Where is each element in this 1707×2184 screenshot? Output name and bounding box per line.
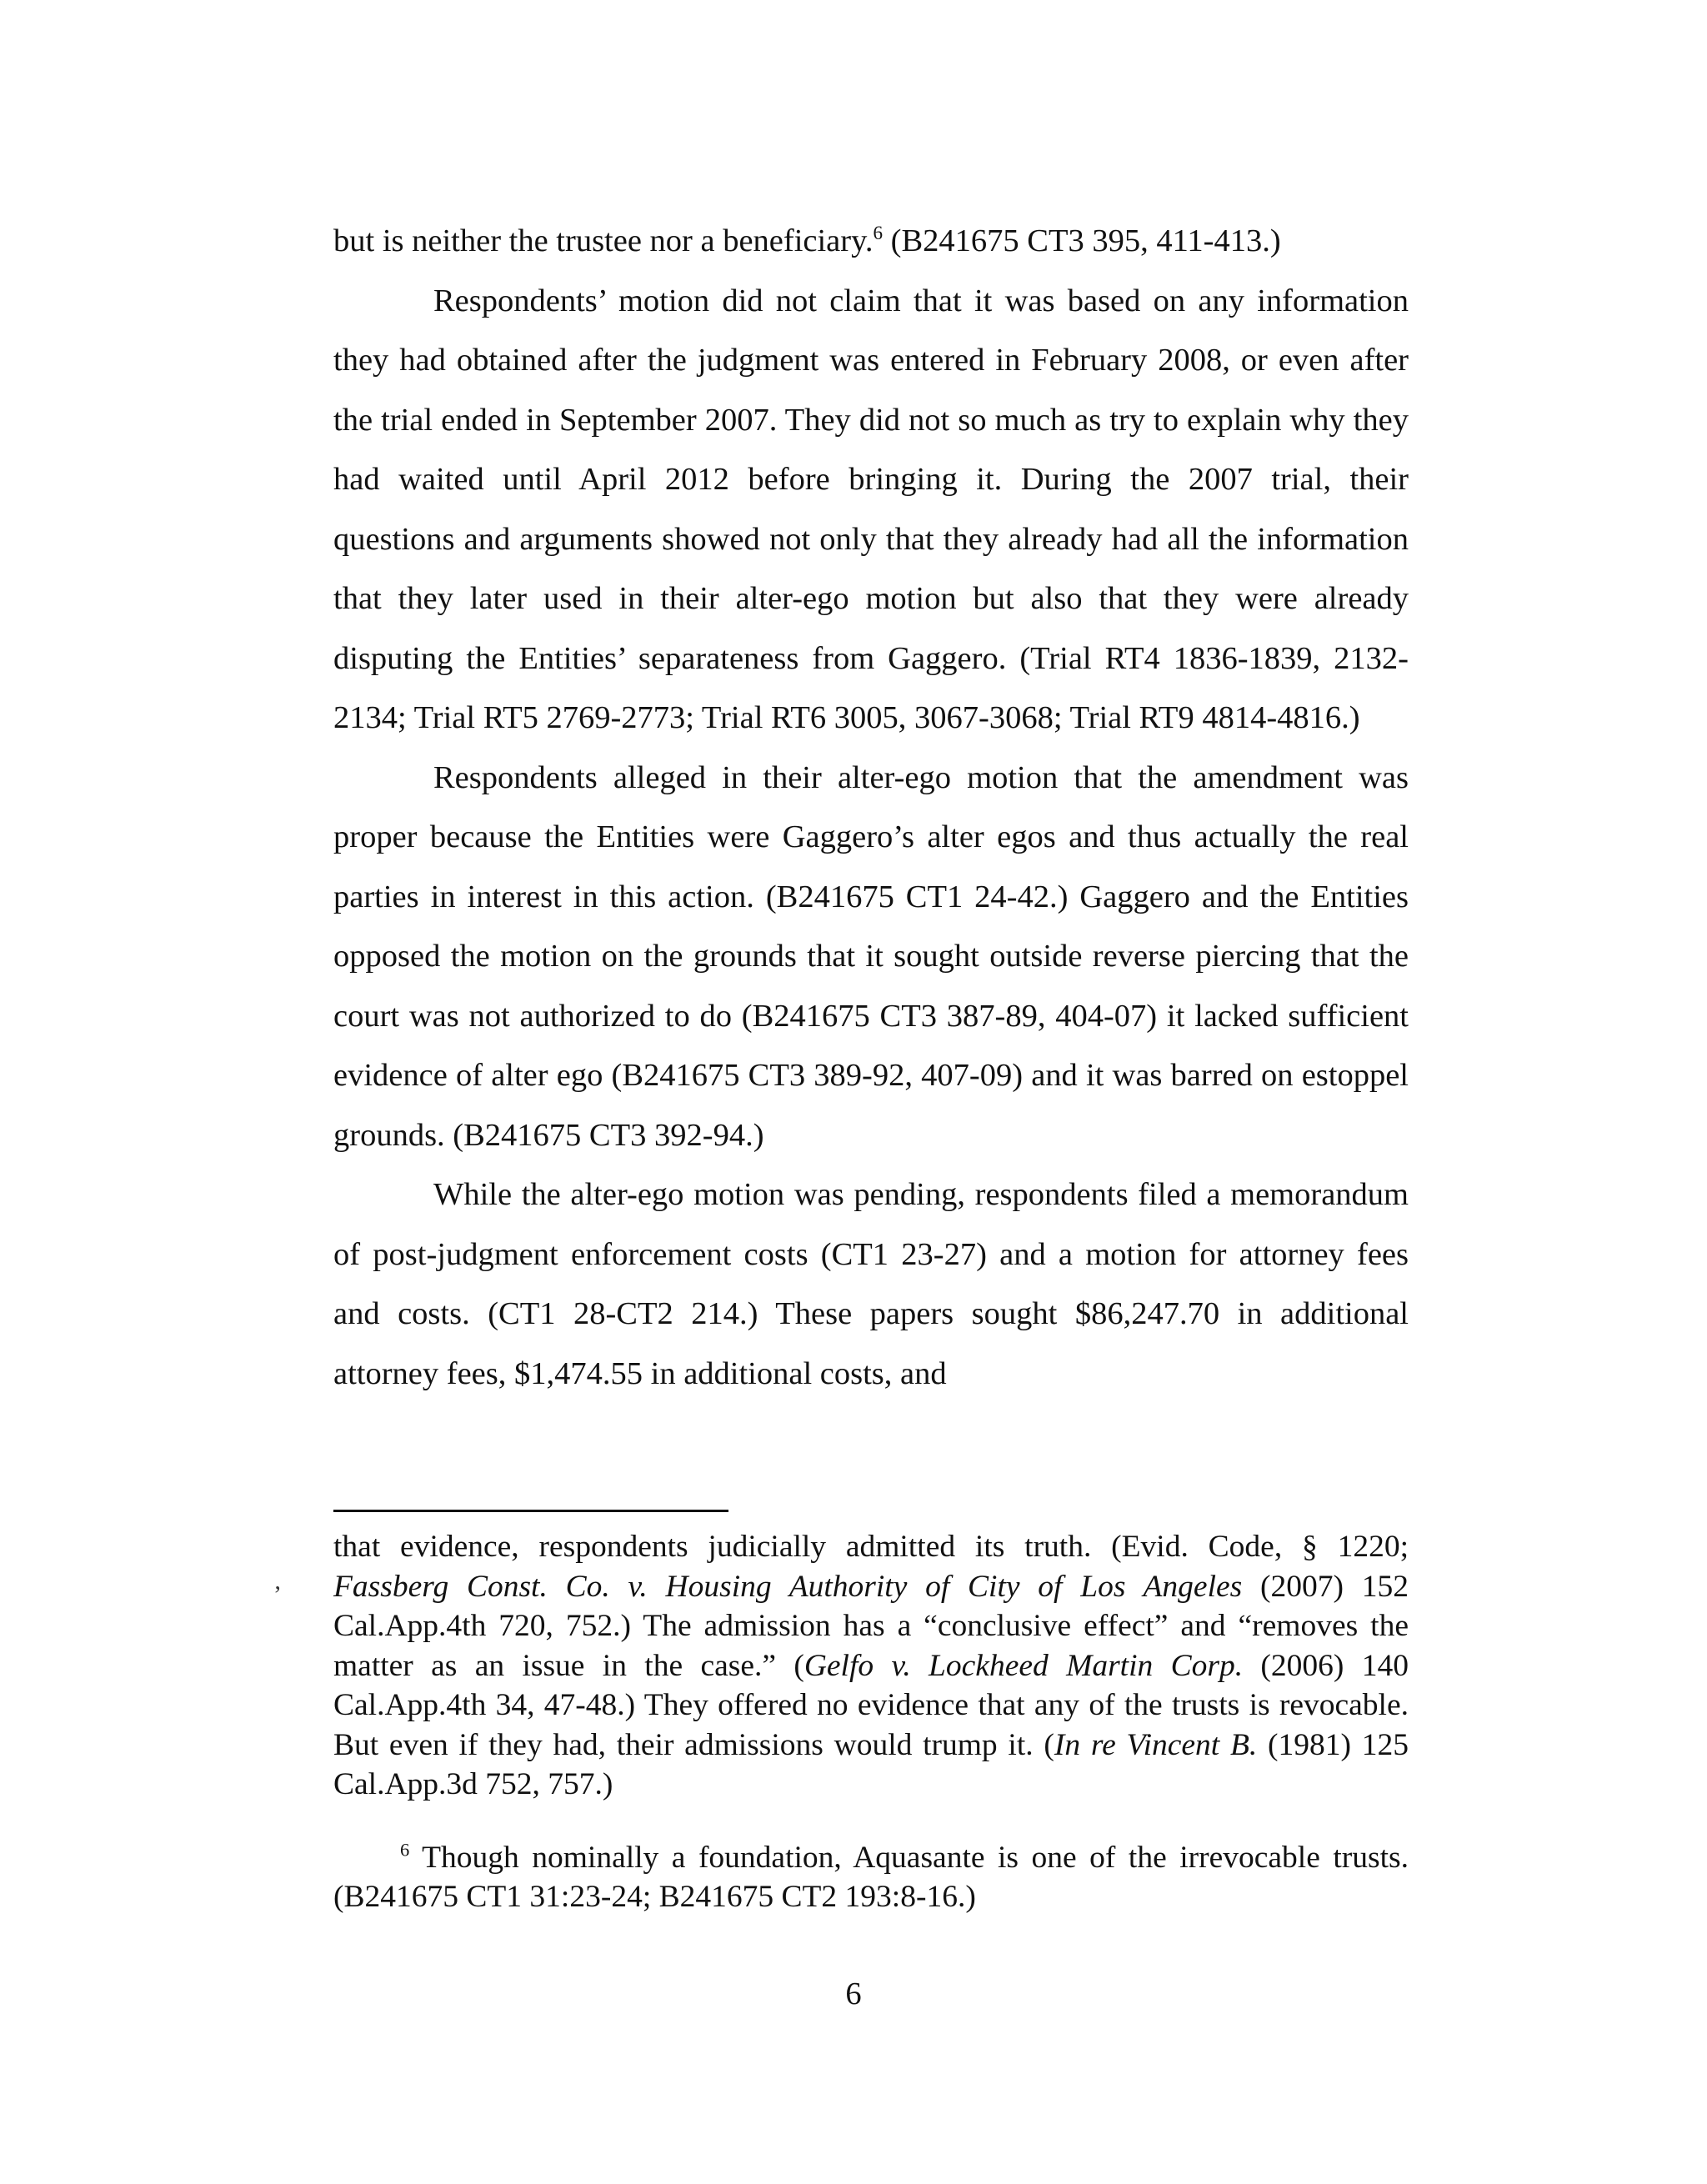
paragraph-4: While the alter-ego motion was pending, respondents filed a memorandum of post-judgment enforcement costs (CT1 23-27) and a motion for attorney fees and costs. (CT1 28-CT2 214.) These papers sought $86,247.70 in additional attorney fees, $1,474.55 in additional costs, and bbox=[333, 1177, 1409, 1391]
paragraph-1-text: but is neither the trustee nor a beneficiary. bbox=[333, 223, 874, 258]
footnote-ref-6: 6 bbox=[873, 222, 884, 244]
footnote-text: (2007) 152 Cal.App.4th 720, 752.) The admission has a “conclusive effect” and “removes the matter as an issue in the case.” ( bbox=[333, 1569, 1409, 1683]
paragraph-1-citation: (B241675 CT3 395, 411-413.) bbox=[883, 223, 1281, 258]
body-text bbox=[333, 212, 1409, 1404]
paragraph-1 bbox=[333, 212, 1409, 272]
footnote-6 bbox=[333, 1838, 1409, 1917]
footnote-text: that evidence, respondents judicially admitted its truth. (Evid. Code, § 1220; bbox=[333, 1530, 1409, 1564]
stray-mark: ‚ bbox=[273, 1567, 282, 1595]
footnote-separator bbox=[333, 1510, 728, 1512]
footnotes bbox=[333, 1527, 1409, 1917]
footnote-6-text: Though nominally a foundation, Aquasante is one of the irrevocable trusts. (B241675 CT1 31:23-24; B241675 CT2 193:8-16.) bbox=[333, 1840, 1409, 1914]
case-citation: Fassberg Const. Co. v. Housing Authority of City of Los Angeles bbox=[333, 1569, 1243, 1604]
paragraph-2: Respondents’ motion did not claim that it was based on any information they had obtained after the judgment was entered in February 2008, or even after the trial ended in September 2007. They did not so much as try to explain why they had waited until April 2012 before bringing it. During the 2007 trial, their questions and arguments showed not only that they already had all the information that they later used in their alter-ego motion but also that they were already disputing the Entities’ separateness from Gaggero. (Trial RT4 1836-1839, 2132-2134; Trial RT5 2769-2773; Trial RT6 3005, 3067-3068; Trial RT9 4814-4816.) bbox=[333, 283, 1409, 735]
case-citation: In re Vincent B. bbox=[1054, 1727, 1258, 1762]
footnote-text: (1981) 125 Cal.App.3d 752, 757.) bbox=[333, 1727, 1409, 1801]
footnote-6-number: 6 bbox=[400, 1839, 410, 1860]
paragraph-3: Respondents alleged in their alter-ego motion that the amendment was proper because the Entities were Gaggero’s alter egos and thus actually the real parties in interest in this action. (B241675 CT1 24-42.) Gaggero and the Entities opposed the motion on the grounds that it sought outside reverse piercing that the court was not authorized to do (B241675 CT3 387-89, 404-07) it lacked sufficient evidence of alter ego (B241675 CT3 389-92, 407-09) and it was barred on estoppel grounds. (B241675 CT3 392-94.) bbox=[333, 759, 1409, 1153]
case-citation: Gelfo v. Lockheed Martin Corp. bbox=[803, 1648, 1244, 1683]
page-number: 6 bbox=[845, 1976, 862, 2011]
footnote-text: (2006) 140 Cal.App.4th 34, 47-48.) They offered no evidence that any of the trusts is revocable. But even if they had, their admissions would trump it. ( bbox=[333, 1648, 1409, 1762]
footnote-continued bbox=[333, 1527, 1409, 1805]
